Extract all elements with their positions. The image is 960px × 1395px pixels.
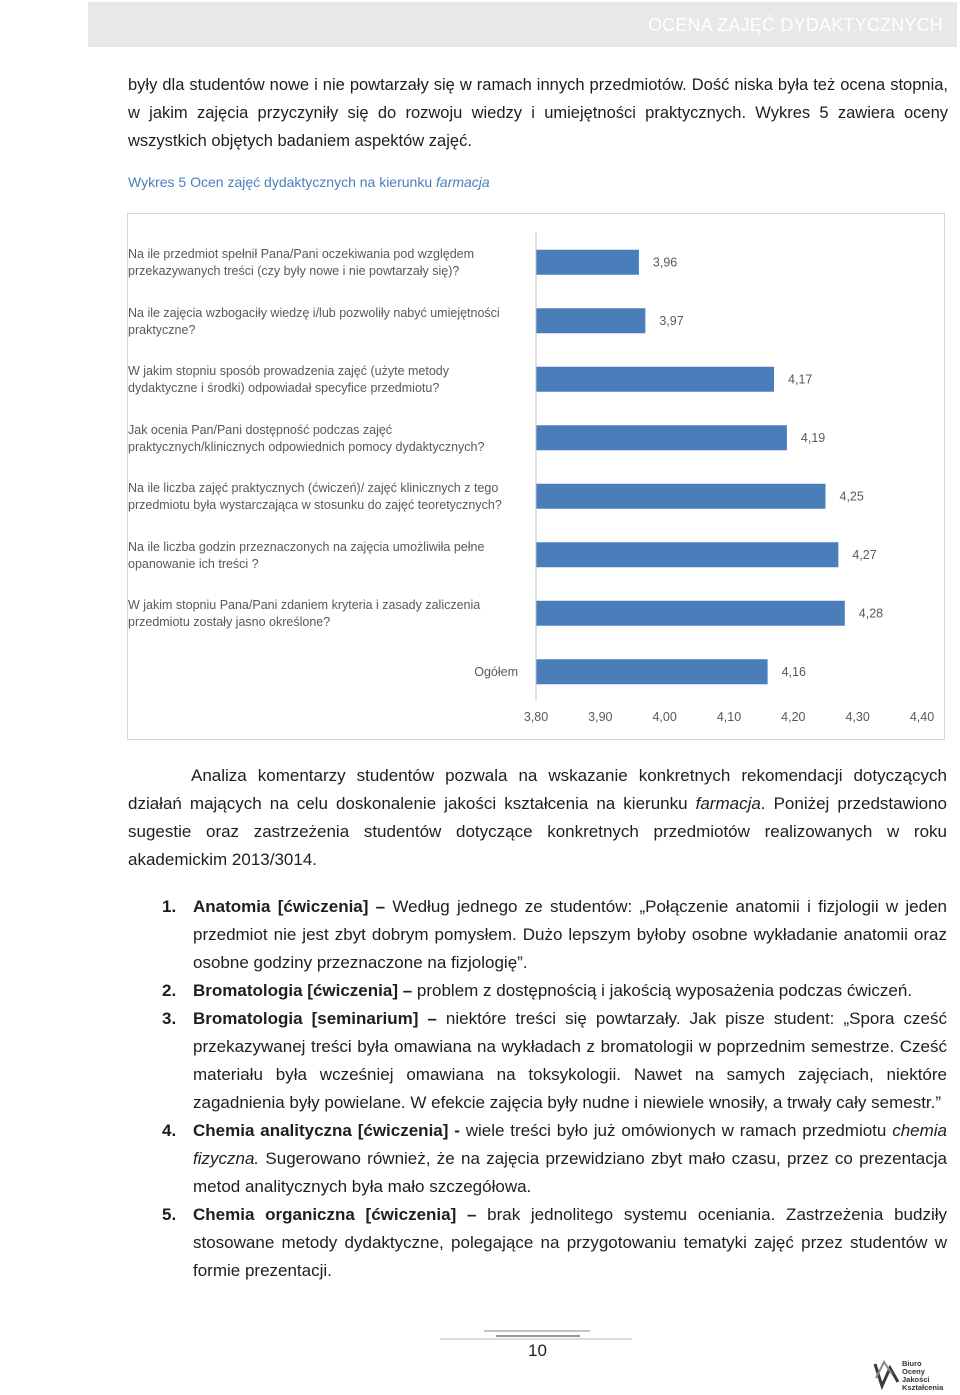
category-label: Na ile zajęcia wzbogaciły wiedzę i/lub pozwoliły nabyć umiejętności praktyczne?: [128, 305, 500, 337]
chart-caption-emph: farmacja: [436, 174, 490, 190]
header-title: OCENA ZAJĘĆ DYDAKTYCZNYCH: [647, 15, 943, 35]
list-item-text: Według jednego ze studentów: „Połączenie anatomii i fizjologii w jeden przedmiot nie jest zbyt dobrym pomysłem. Dużo lepszym byłoby osobne wykładanie anatomii oraz osobne godziny przeznaczone na fizjologię”.: [193, 897, 947, 972]
list-item-title: Anatomia [ćwiczenia] –: [193, 897, 386, 916]
chart-caption: [128, 174, 490, 190]
bokj-logo: [872, 1358, 952, 1390]
bar: [536, 425, 787, 450]
list-item-title: Chemia analityczna [ćwiczenia] -: [193, 1121, 460, 1140]
header-band: [88, 2, 957, 47]
bar-value-label: 4,17: [788, 372, 813, 387]
list-item-title: Chemia organiczna [ćwiczenia] –: [193, 1205, 477, 1224]
intro-paragraph: były dla studentów nowe i nie powtarzały się w ramach innych przedmiotów. Dość niska była też ocena stopnia, w jakim zajęcia przyczyniły się do rozwoju wiedzy i umiejętności praktycznych. Wykres 5 zawiera oceny wszystkich objętych badaniem aspektów zajęć.: [128, 76, 948, 150]
list-item: [128, 1005, 947, 1117]
bar: [536, 484, 826, 509]
logo-line: Oceny: [902, 1367, 925, 1376]
category-label: W jakim stopniu sposób prowadzenia zajęć (użyte metody dydaktyczne i środki) odpowiadał specyfice przedmiotu?: [128, 364, 449, 396]
category-label: Na ile liczba zajęć praktycznych (ćwiczeń)/ zajęć klinicznych z tego przedmiotu była wystarczająca w stosunku do zajęć teoretycznych?: [128, 481, 502, 513]
bokj-logo-text: [902, 1360, 943, 1392]
list-item: [128, 1201, 947, 1285]
logo-line: Jakości: [902, 1375, 930, 1384]
category-label: Jak ocenia Pan/Pani dostępność podczas zajęć praktycznych/klinicznych odpowiednich pomocy dydaktycznych?: [128, 422, 485, 454]
x-tick-label: 4,30: [845, 710, 870, 724]
chart-frame: [127, 213, 945, 740]
list-item-number: 1.: [162, 897, 177, 916]
x-tick-label: 4,40: [909, 710, 935, 724]
list-item-text: wiele treści było już omówionych w ramach przedmiotu: [459, 1121, 893, 1140]
category-label: Ogółem: [474, 665, 518, 680]
bar: [536, 601, 845, 626]
list-item: [128, 893, 947, 977]
analysis-emph: farmacja: [695, 794, 761, 813]
bar: [536, 367, 774, 392]
category-label: Na ile przedmiot spełnił Pana/Pani oczekiwania pod względem przekazywanych treści (czy były nowe i nie powtarzały się)?: [128, 247, 475, 279]
bar-value-label: 4,28: [858, 606, 884, 621]
logo-line: Kształcenia: [902, 1383, 944, 1392]
list-item-text-after: Sugerowano również, że na zajęcia przewidziano zbyt mało czasu, przez co prezentacja metod analitycznych była mało szczegółowa.: [193, 1149, 947, 1196]
list-item-title: Bromatologia [seminarium] –: [193, 1009, 437, 1028]
list-item-text: brak jednolitego systemu oceniania. Zastrzeżenia budziły stosowane metody dydaktyczne, polegające na przygotowaniu tematyki zajęć przez studentów w formie prezentacji.: [193, 1205, 947, 1280]
bar-chart: [128, 214, 944, 739]
list-item: [128, 977, 947, 1005]
x-tick-label: 4,10: [716, 710, 742, 724]
list-item-number: 3.: [162, 1009, 177, 1028]
list-item-title: Bromatologia [ćwiczenia] –: [193, 981, 413, 1000]
x-tick-label: 4,20: [781, 710, 806, 724]
bar-value-label: 4,25: [839, 489, 864, 504]
bar-value-label: 4,19: [800, 430, 826, 445]
bar-value-label: 3,96: [652, 255, 678, 270]
analysis-text-after: . Poniżej przedstawiono sugestie oraz zastrzeżenia studentów dotyczące konkretnych przedmiotów realizowanych w roku akademickim 2013/3014.: [128, 794, 947, 869]
x-tick-label: 4,00: [652, 710, 677, 724]
bar-value-label: 4,16: [781, 664, 806, 679]
bar: [536, 250, 639, 275]
category-label: W jakim stopniu Pana/Pani zdaniem kryteria i zasady zaliczenia przedmiotu zostały jasno określone?: [128, 598, 481, 630]
analysis-text-before: Analiza komentarzy studentów pozwala na wskazanie konkretnych rekomendacji dotyczących działań mających na celu doskonalenie jakości kształcenia na kierunku: [128, 766, 947, 813]
list-item-emph: chemia fizyczna.: [193, 1121, 947, 1168]
chart-caption-prefix: Wykres 5 Ocen zajęć dydaktycznych na kierunku: [128, 174, 437, 190]
bar: [536, 308, 645, 333]
bokj-logo-mark-icon: [872, 1358, 902, 1390]
page-number: 10: [528, 1341, 547, 1360]
bar: [536, 659, 768, 684]
x-tick-label: 3,90: [588, 710, 613, 724]
list-item-number: 2.: [162, 981, 177, 1000]
list-item-number: 4.: [162, 1121, 177, 1140]
logo-line: Biuro: [902, 1359, 922, 1368]
list-item-text: problem z dostępnością i jakością wyposażenia podczas ćwiczeń.: [412, 981, 913, 1000]
comments-list: [128, 893, 947, 1285]
category-label: Na ile liczba godzin przeznaczonych na zajęcia umożliwiła pełne opanowanie ich treści ?: [128, 539, 485, 571]
bar-value-label: 4,27: [852, 547, 877, 562]
list-item: [128, 1117, 947, 1201]
list-item-number: 5.: [162, 1205, 177, 1224]
bar-value-label: 3,97: [659, 313, 684, 328]
bar: [536, 542, 838, 567]
list-item-text: niektóre treści się powtarzały. Jak pisze student: „Spora cześć przekazywanej treści była omawiana na wykładach z bromatologii w poprzednim semestrze. Cześć materiału była wcześniej omawiana na toksykologii. Nawet na samych zajęciach, niektóre zagadnienia były powielane. W efekcie zajęcia były nudne i niewiele wnosiły, a trwały cały semestr.”: [193, 1009, 947, 1112]
analysis-paragraph: [128, 762, 947, 874]
x-tick-label: 3,80: [523, 710, 549, 724]
